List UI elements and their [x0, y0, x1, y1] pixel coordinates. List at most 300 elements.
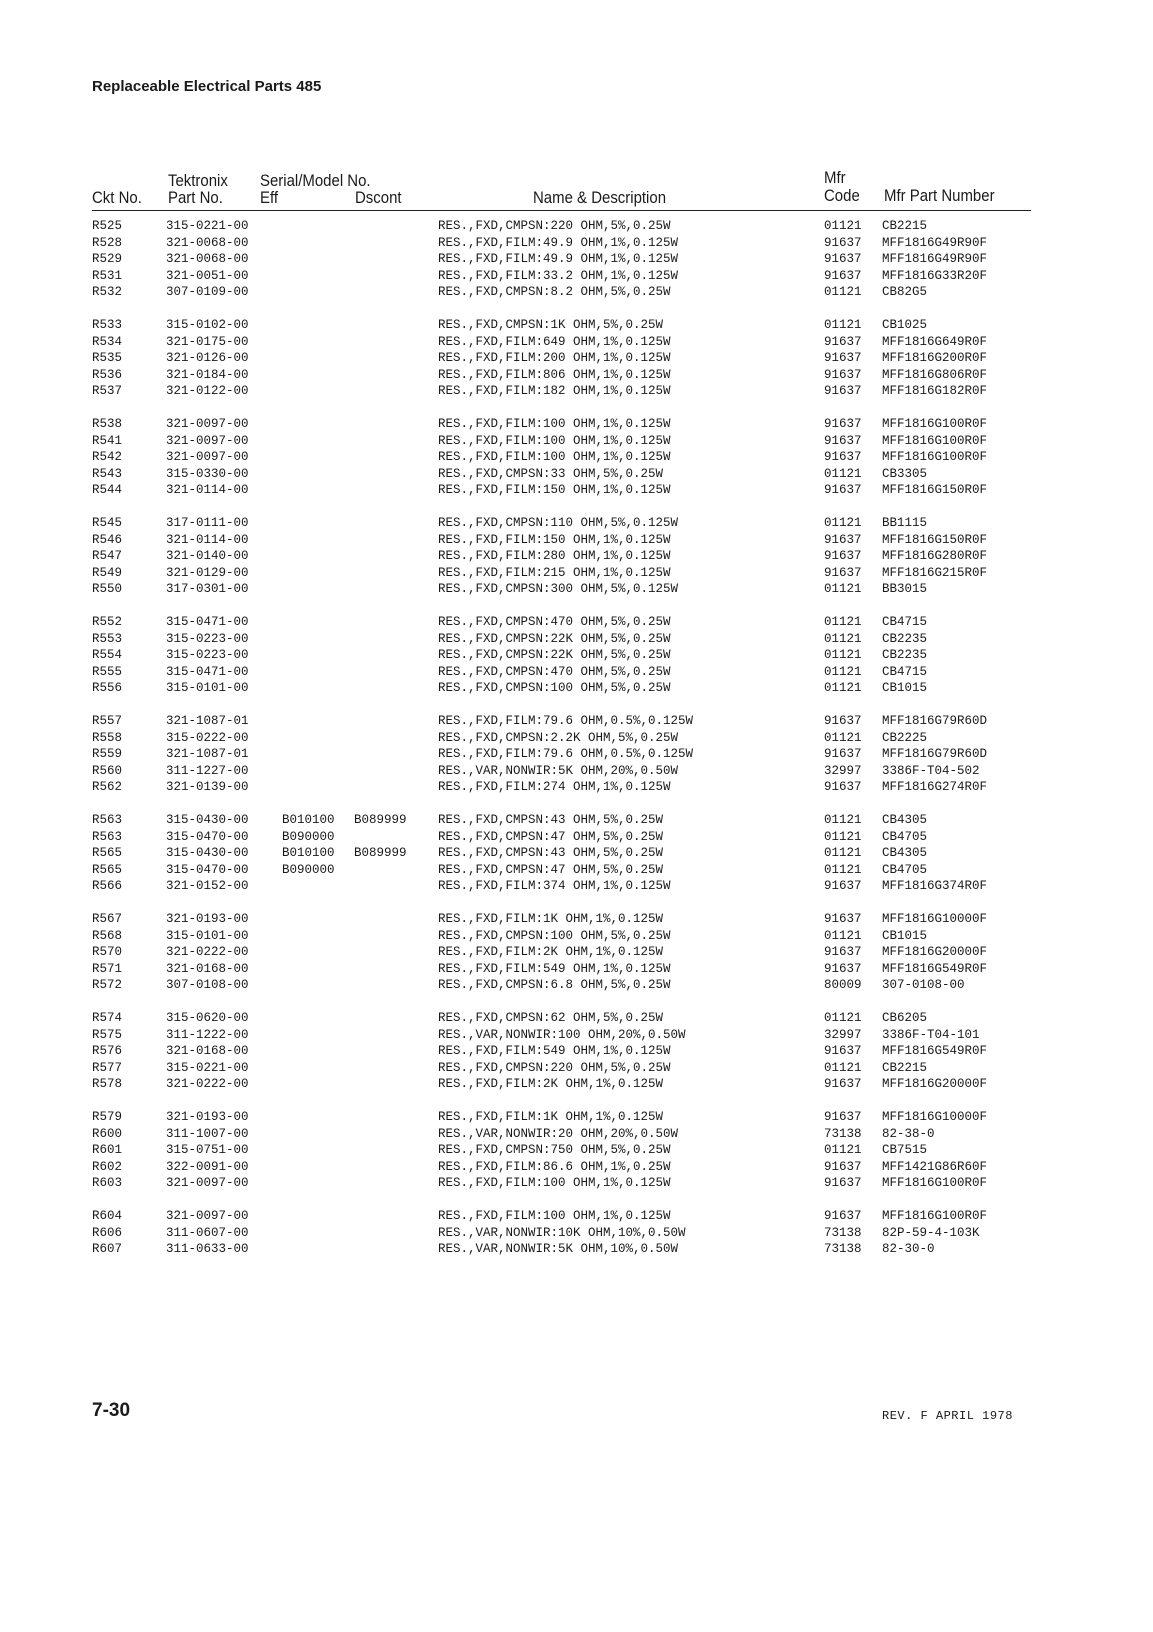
ckt-no-cell: R607: [92, 1242, 123, 1257]
table-row: [0, 268, 1153, 284]
mfr-part-number-cell: CB4705: [882, 829, 928, 844]
part-no-cell: 317-0301-00: [166, 582, 249, 597]
mfr-code-cell: 01121: [824, 318, 862, 332]
description-cell: RES.,VAR,NONWIR:5K OHM,20%,0.50W: [438, 763, 679, 778]
table-row: [0, 647, 1153, 663]
ckt-no-cell: R601: [92, 1143, 123, 1158]
part-no-cell: 321-1087-01: [166, 714, 249, 728]
mfr-part-number-cell: MFF1816G200R0F: [882, 351, 988, 366]
ckt-no-cell: R575: [92, 1027, 123, 1042]
table-row: [0, 1027, 1153, 1043]
mfr-part-number-cell: MFF1816G274R0F: [882, 780, 988, 795]
table-row: [0, 1060, 1153, 1076]
ckt-no-cell: R545: [92, 516, 123, 530]
description-cell: RES.,FXD,CMPSN:22K OHM,5%,0.25W: [438, 631, 671, 646]
mfr-code-cell: 01121: [824, 648, 862, 663]
ckt-no-cell: R552: [92, 615, 123, 629]
table-row: [0, 779, 1153, 795]
header-mfr-part-number: Mfr Part Number: [884, 186, 995, 205]
table-row: [0, 631, 1153, 647]
mfr-part-number-cell: CB4305: [882, 846, 928, 861]
mfr-code-cell: 91637: [824, 235, 862, 250]
description-cell: RES.,FXD,CMPSN:110 OHM,5%,0.125W: [438, 516, 679, 530]
table-row: [0, 565, 1153, 581]
part-no-cell: 315-0470-00: [166, 862, 249, 877]
ckt-no-cell: R549: [92, 565, 123, 580]
description-cell: RES.,FXD,CMPSN:1K OHM,5%,0.25W: [438, 318, 664, 332]
table-row: [0, 367, 1153, 383]
mfr-part-number-cell: 82-30-0: [882, 1242, 935, 1257]
part-no-cell: 315-0221-00: [166, 1060, 249, 1075]
mfr-part-number-cell: MFF1816G49R90F: [882, 235, 988, 250]
mfr-code-cell: 01121: [824, 466, 862, 481]
part-no-cell: 307-0109-00: [166, 285, 249, 300]
ckt-no-cell: R531: [92, 268, 123, 283]
table-row: [0, 812, 1153, 828]
table-row: [0, 911, 1153, 927]
table-row: [0, 235, 1153, 251]
part-no-cell: 321-0051-00: [166, 268, 249, 283]
description-cell: RES.,FXD,CMPSN:220 OHM,5%,0.25W: [438, 219, 671, 233]
ckt-no-cell: R536: [92, 367, 123, 382]
mfr-code-cell: 91637: [824, 450, 862, 465]
description-cell: RES.,FXD,FILM:806 OHM,1%,0.125W: [438, 367, 671, 382]
part-no-cell: 315-0751-00: [166, 1143, 249, 1158]
mfr-part-number-cell: CB2235: [882, 648, 928, 663]
mfr-code-cell: 01121: [824, 862, 862, 877]
description-cell: RES.,FXD,FILM:549 OHM,1%,0.125W: [438, 961, 671, 976]
mfr-code-cell: 91637: [824, 252, 862, 267]
mfr-part-number-cell: MFF1816G182R0F: [882, 384, 988, 399]
mfr-part-number-cell: MFF1816G10000F: [882, 1110, 988, 1124]
description-cell: RES.,FXD,FILM:2K OHM,1%,0.125W: [438, 945, 664, 960]
table-row: [0, 449, 1153, 465]
mfr-part-number-cell: CB2235: [882, 631, 928, 646]
mfr-code-cell: 73138: [824, 1225, 862, 1240]
description-cell: RES.,VAR,NONWIR:20 OHM,20%,0.50W: [438, 1126, 679, 1141]
mfr-code-cell: 91637: [824, 1159, 862, 1174]
mfr-code-cell: 91637: [824, 1176, 862, 1191]
serial-dscont-cell: B089999: [354, 813, 407, 827]
header-mfr: Mfr: [824, 168, 846, 187]
description-cell: RES.,FXD,FILM:549 OHM,1%,0.125W: [438, 1044, 671, 1059]
header-ckt-no: Ckt No.: [92, 188, 142, 207]
ckt-no-cell: R557: [92, 714, 123, 728]
mfr-code-cell: 91637: [824, 780, 862, 795]
mfr-part-number-cell: MFF1816G806R0F: [882, 367, 988, 382]
table-row: [0, 1076, 1153, 1092]
part-no-cell: 315-0620-00: [166, 1011, 249, 1025]
mfr-part-number-cell: CB1025: [882, 318, 928, 332]
table-row: [0, 829, 1153, 845]
description-cell: RES.,FXD,FILM:100 OHM,1%,0.125W: [438, 417, 671, 431]
part-no-cell: 315-0470-00: [166, 829, 249, 844]
table-row: [0, 664, 1153, 680]
table-row: [0, 713, 1153, 729]
description-cell: RES.,FXD,FILM:86.6 OHM,1%,0.25W: [438, 1159, 671, 1174]
ckt-no-cell: R565: [92, 862, 123, 877]
part-no-cell: 321-0184-00: [166, 367, 249, 382]
mfr-part-number-cell: CB4715: [882, 664, 928, 679]
ckt-no-cell: R559: [92, 747, 123, 762]
part-no-cell: 315-0101-00: [166, 681, 249, 696]
mfr-part-number-cell: BB1115: [882, 516, 928, 530]
table-row: [0, 1043, 1153, 1059]
ckt-no-cell: R543: [92, 466, 123, 481]
description-cell: RES.,VAR,NONWIR:10K OHM,10%,0.50W: [438, 1225, 686, 1240]
ckt-no-cell: R556: [92, 681, 123, 696]
mfr-part-number-cell: 3386F-T04-101: [882, 1027, 980, 1042]
part-no-cell: 321-0168-00: [166, 1044, 249, 1059]
description-cell: RES.,FXD,FILM:274 OHM,1%,0.125W: [438, 780, 671, 795]
mfr-code-cell: 91637: [824, 961, 862, 976]
serial-eff-cell: B090000: [282, 862, 335, 877]
table-row: [0, 466, 1153, 482]
part-no-cell: 315-0101-00: [166, 928, 249, 943]
part-no-cell: 321-0068-00: [166, 235, 249, 250]
mfr-code-cell: 01121: [824, 681, 862, 696]
description-cell: RES.,FXD,CMPSN:470 OHM,5%,0.25W: [438, 615, 671, 629]
ckt-no-cell: R560: [92, 763, 123, 778]
description-cell: RES.,FXD,CMPSN:22K OHM,5%,0.25W: [438, 648, 671, 663]
mfr-code-cell: 91637: [824, 1209, 862, 1223]
part-no-cell: 321-0168-00: [166, 961, 249, 976]
description-cell: RES.,FXD,CMPSN:43 OHM,5%,0.25W: [438, 846, 664, 861]
table-row: [0, 317, 1153, 333]
mfr-code-cell: 91637: [824, 912, 862, 926]
mfr-part-number-cell: MFF1816G549R0F: [882, 961, 988, 976]
part-no-cell: 311-1227-00: [166, 763, 249, 778]
ckt-no-cell: R576: [92, 1044, 123, 1059]
ckt-no-cell: R529: [92, 252, 123, 267]
description-cell: RES.,FXD,CMPSN:750 OHM,5%,0.25W: [438, 1143, 671, 1158]
mfr-code-cell: 01121: [824, 664, 862, 679]
header-dscont: Dscont: [355, 188, 402, 207]
part-no-cell: 315-0471-00: [166, 664, 249, 679]
table-row: [0, 680, 1153, 696]
ckt-no-cell: R563: [92, 829, 123, 844]
ckt-no-cell: R532: [92, 285, 123, 300]
table-row: [0, 862, 1153, 878]
table-row: [0, 334, 1153, 350]
page-header: Replaceable Electrical Parts 485: [92, 78, 322, 95]
mfr-part-number-cell: CB82G5: [882, 285, 928, 300]
mfr-code-cell: 32997: [824, 763, 862, 778]
part-no-cell: 321-0222-00: [166, 1077, 249, 1092]
mfr-part-number-cell: MFF1816G100R0F: [882, 450, 988, 465]
ckt-no-cell: R554: [92, 648, 123, 663]
part-no-cell: 315-0102-00: [166, 318, 249, 332]
description-cell: RES.,FXD,FILM:280 OHM,1%,0.125W: [438, 549, 671, 564]
table-row: [0, 1109, 1153, 1125]
ckt-no-cell: R565: [92, 846, 123, 861]
header-eff: Eff: [260, 188, 279, 207]
part-no-cell: 321-0193-00: [166, 912, 249, 926]
table-row: [0, 416, 1153, 432]
ckt-no-cell: R544: [92, 483, 123, 498]
description-cell: RES.,FXD,CMPSN:47 OHM,5%,0.25W: [438, 862, 664, 877]
ckt-no-cell: R558: [92, 730, 123, 745]
serial-eff-cell: B010100: [282, 813, 335, 827]
serial-eff-cell: B010100: [282, 846, 335, 861]
header-serial-model: Serial/Model No.: [260, 171, 371, 190]
part-no-cell: 315-0471-00: [166, 615, 249, 629]
table-row: [0, 845, 1153, 861]
mfr-code-cell: 01121: [824, 1060, 862, 1075]
ckt-no-cell: R600: [92, 1126, 123, 1141]
description-cell: RES.,FXD,FILM:100 OHM,1%,0.125W: [438, 450, 671, 465]
description-cell: RES.,FXD,FILM:49.9 OHM,1%,0.125W: [438, 252, 679, 267]
part-no-cell: 321-0139-00: [166, 780, 249, 795]
part-no-cell: 317-0111-00: [166, 516, 249, 530]
mfr-code-cell: 91637: [824, 384, 862, 399]
description-cell: RES.,FXD,CMPSN:100 OHM,5%,0.25W: [438, 928, 671, 943]
ckt-no-cell: R567: [92, 912, 123, 926]
table-row: [0, 383, 1153, 399]
ckt-no-cell: R525: [92, 219, 123, 233]
table-row: [0, 433, 1153, 449]
ckt-no-cell: R570: [92, 945, 123, 960]
part-no-cell: 321-0114-00: [166, 483, 249, 498]
mfr-part-number-cell: MFF1421G86R60F: [882, 1159, 988, 1174]
part-no-cell: 311-1222-00: [166, 1027, 249, 1042]
mfr-code-cell: 91637: [824, 532, 862, 547]
part-no-cell: 311-0607-00: [166, 1225, 249, 1240]
description-cell: RES.,FXD,FILM:100 OHM,1%,0.125W: [438, 1209, 671, 1223]
mfr-part-number-cell: MFF1816G79R60D: [882, 747, 988, 762]
ckt-no-cell: R568: [92, 928, 123, 943]
description-cell: RES.,FXD,FILM:49.9 OHM,1%,0.125W: [438, 235, 679, 250]
part-no-cell: 321-0068-00: [166, 252, 249, 267]
ckt-no-cell: R566: [92, 879, 123, 894]
part-no-cell: 321-0193-00: [166, 1110, 249, 1124]
page-number: 7-30: [92, 1400, 131, 1421]
mfr-code-cell: 91637: [824, 747, 862, 762]
ckt-no-cell: R533: [92, 318, 123, 332]
part-no-cell: 315-0430-00: [166, 813, 249, 827]
mfr-part-number-cell: MFF1816G150R0F: [882, 483, 988, 498]
part-no-cell: 315-0330-00: [166, 466, 249, 481]
description-cell: RES.,FXD,CMPSN:43 OHM,5%,0.25W: [438, 813, 664, 827]
mfr-code-cell: 91637: [824, 549, 862, 564]
ckt-no-cell: R606: [92, 1225, 123, 1240]
mfr-code-cell: 91637: [824, 565, 862, 580]
ckt-no-cell: R541: [92, 433, 123, 448]
mfr-code-cell: 01121: [824, 1011, 862, 1025]
mfr-code-cell: 91637: [824, 268, 862, 283]
mfr-code-cell: 91637: [824, 1044, 862, 1059]
part-no-cell: 321-0222-00: [166, 945, 249, 960]
mfr-code-cell: 01121: [824, 829, 862, 844]
mfr-code-cell: 01121: [824, 1143, 862, 1158]
ckt-no-cell: R577: [92, 1060, 123, 1075]
table-row: [0, 218, 1153, 234]
description-cell: RES.,FXD,FILM:100 OHM,1%,0.125W: [438, 433, 671, 448]
description-cell: RES.,FXD,FILM:215 OHM,1%,0.125W: [438, 565, 671, 580]
part-no-cell: 321-0175-00: [166, 334, 249, 349]
mfr-code-cell: 91637: [824, 417, 862, 431]
description-cell: RES.,FXD,FILM:200 OHM,1%,0.125W: [438, 351, 671, 366]
description-cell: RES.,FXD,CMPSN:62 OHM,5%,0.25W: [438, 1011, 664, 1025]
part-no-cell: 321-0114-00: [166, 532, 249, 547]
table-row: [0, 614, 1153, 630]
table-row: [0, 515, 1153, 531]
serial-eff-cell: B090000: [282, 829, 335, 844]
header-tektronix: Tektronix: [168, 171, 228, 190]
mfr-part-number-cell: CB2215: [882, 1060, 928, 1075]
revision-note: REV. F APRIL 1978: [882, 1409, 1013, 1423]
description-cell: RES.,FXD,CMPSN:300 OHM,5%,0.125W: [438, 582, 679, 597]
table-row: [0, 284, 1153, 300]
mfr-code-cell: 91637: [824, 1110, 862, 1124]
part-no-cell: 311-0633-00: [166, 1242, 249, 1257]
part-no-cell: 322-0091-00: [166, 1159, 249, 1174]
mfr-code-cell: 91637: [824, 945, 862, 960]
description-cell: RES.,FXD,FILM:79.6 OHM,0.5%,0.125W: [438, 714, 694, 728]
description-cell: RES.,FXD,FILM:150 OHM,1%,0.125W: [438, 483, 671, 498]
ckt-no-cell: R553: [92, 631, 123, 646]
part-no-cell: 311-1007-00: [166, 1126, 249, 1141]
mfr-code-cell: 91637: [824, 433, 862, 448]
part-no-cell: 321-0122-00: [166, 384, 249, 399]
description-cell: RES.,FXD,CMPSN:8.2 OHM,5%,0.25W: [438, 285, 671, 300]
description-cell: RES.,FXD,FILM:100 OHM,1%,0.125W: [438, 1176, 671, 1191]
mfr-part-number-cell: CB7515: [882, 1143, 928, 1158]
header-code: Code: [824, 186, 860, 205]
table-row: [0, 1241, 1153, 1257]
table-row: [0, 746, 1153, 762]
table-row: [0, 977, 1153, 993]
table-row: [0, 1175, 1153, 1191]
ckt-no-cell: R528: [92, 235, 123, 250]
mfr-part-number-cell: CB4715: [882, 615, 928, 629]
description-cell: RES.,FXD,CMPSN:33 OHM,5%,0.25W: [438, 466, 664, 481]
header-part-no: Part No.: [168, 188, 223, 207]
mfr-code-cell: 80009: [824, 978, 862, 993]
description-cell: RES.,FXD,FILM:79.6 OHM,0.5%,0.125W: [438, 747, 694, 762]
part-no-cell: 321-0097-00: [166, 417, 249, 431]
mfr-part-number-cell: MFF1816G100R0F: [882, 417, 988, 431]
ckt-no-cell: R550: [92, 582, 123, 597]
ckt-no-cell: R538: [92, 417, 123, 431]
description-cell: RES.,FXD,CMPSN:6.8 OHM,5%,0.25W: [438, 978, 671, 993]
part-no-cell: 321-1087-01: [166, 747, 249, 762]
part-no-cell: 321-0097-00: [166, 1176, 249, 1191]
mfr-part-number-cell: CB2225: [882, 730, 928, 745]
description-cell: RES.,FXD,CMPSN:100 OHM,5%,0.25W: [438, 681, 671, 696]
mfr-code-cell: 01121: [824, 516, 862, 530]
description-cell: RES.,VAR,NONWIR:5K OHM,10%,0.50W: [438, 1242, 679, 1257]
table-row: [0, 944, 1153, 960]
mfr-part-number-cell: MFF1816G100R0F: [882, 433, 988, 448]
mfr-part-number-cell: MFF1816G100R0F: [882, 1176, 988, 1191]
table-row: [0, 1225, 1153, 1241]
ckt-no-cell: R574: [92, 1011, 123, 1025]
mfr-code-cell: 91637: [824, 879, 862, 894]
description-cell: RES.,FXD,FILM:150 OHM,1%,0.125W: [438, 532, 671, 547]
mfr-part-number-cell: MFF1816G20000F: [882, 945, 988, 960]
ckt-no-cell: R579: [92, 1110, 123, 1124]
part-no-cell: 321-0129-00: [166, 565, 249, 580]
ckt-no-cell: R572: [92, 978, 123, 993]
mfr-code-cell: 91637: [824, 334, 862, 349]
description-cell: RES.,FXD,CMPSN:470 OHM,5%,0.25W: [438, 664, 671, 679]
part-no-cell: 307-0108-00: [166, 978, 249, 993]
ckt-no-cell: R562: [92, 780, 123, 795]
mfr-part-number-cell: MFF1816G20000F: [882, 1077, 988, 1092]
mfr-code-cell: 01121: [824, 615, 862, 629]
mfr-code-cell: 91637: [824, 367, 862, 382]
mfr-part-number-cell: MFF1816G150R0F: [882, 532, 988, 547]
table-row: [0, 548, 1153, 564]
mfr-code-cell: 91637: [824, 351, 862, 366]
table-row: [0, 532, 1153, 548]
header-name-description: Name & Description: [533, 188, 667, 207]
mfr-code-cell: 01121: [824, 928, 862, 943]
mfr-code-cell: 01121: [824, 631, 862, 646]
table-row: [0, 928, 1153, 944]
ckt-no-cell: R578: [92, 1077, 123, 1092]
table-row: [0, 350, 1153, 366]
mfr-part-number-cell: MFF1816G10000F: [882, 912, 988, 926]
mfr-part-number-cell: 307-0108-00: [882, 978, 965, 993]
serial-dscont-cell: B089999: [354, 846, 407, 861]
mfr-part-number-cell: CB1015: [882, 681, 928, 696]
description-cell: RES.,FXD,FILM:1K OHM,1%,0.125W: [438, 1110, 664, 1124]
mfr-part-number-cell: MFF1816G79R60D: [882, 714, 988, 728]
part-no-cell: 315-0221-00: [166, 219, 249, 233]
ckt-no-cell: R604: [92, 1209, 123, 1223]
mfr-part-number-cell: MFF1816G374R0F: [882, 879, 988, 894]
table-row: [0, 730, 1153, 746]
part-no-cell: 321-0152-00: [166, 879, 249, 894]
ckt-no-cell: R571: [92, 961, 123, 976]
mfr-part-number-cell: 82P-59-4-103K: [882, 1225, 980, 1240]
part-no-cell: 315-0223-00: [166, 648, 249, 663]
table-row: [0, 251, 1153, 267]
table-row: [0, 878, 1153, 894]
ckt-no-cell: R555: [92, 664, 123, 679]
table-row: [0, 1142, 1153, 1158]
part-no-cell: 321-0140-00: [166, 549, 249, 564]
description-cell: RES.,FXD,FILM:1K OHM,1%,0.125W: [438, 912, 664, 926]
part-no-cell: 321-0097-00: [166, 1209, 249, 1223]
mfr-part-number-cell: MFF1816G280R0F: [882, 549, 988, 564]
mfr-part-number-cell: CB4705: [882, 862, 928, 877]
mfr-code-cell: 91637: [824, 483, 862, 498]
mfr-part-number-cell: CB3305: [882, 466, 928, 481]
mfr-part-number-cell: MFF1816G549R0F: [882, 1044, 988, 1059]
mfr-code-cell: 91637: [824, 714, 862, 728]
mfr-part-number-cell: CB6205: [882, 1011, 928, 1025]
part-no-cell: 315-0430-00: [166, 846, 249, 861]
table-row: [0, 763, 1153, 779]
table-row: [0, 482, 1153, 498]
mfr-code-cell: 32997: [824, 1027, 862, 1042]
table-row: [0, 1126, 1153, 1142]
mfr-code-cell: 01121: [824, 219, 862, 233]
table-row: [0, 961, 1153, 977]
part-no-cell: 315-0222-00: [166, 730, 249, 745]
mfr-code-cell: 73138: [824, 1126, 862, 1141]
description-cell: RES.,FXD,FILM:374 OHM,1%,0.125W: [438, 879, 671, 894]
mfr-code-cell: 01121: [824, 285, 862, 300]
ckt-no-cell: R534: [92, 334, 123, 349]
mfr-part-number-cell: 3386F-T04-502: [882, 763, 980, 778]
mfr-part-number-cell: CB4305: [882, 813, 928, 827]
mfr-part-number-cell: MFF1816G33R20F: [882, 268, 988, 283]
description-cell: RES.,FXD,CMPSN:47 OHM,5%,0.25W: [438, 829, 664, 844]
